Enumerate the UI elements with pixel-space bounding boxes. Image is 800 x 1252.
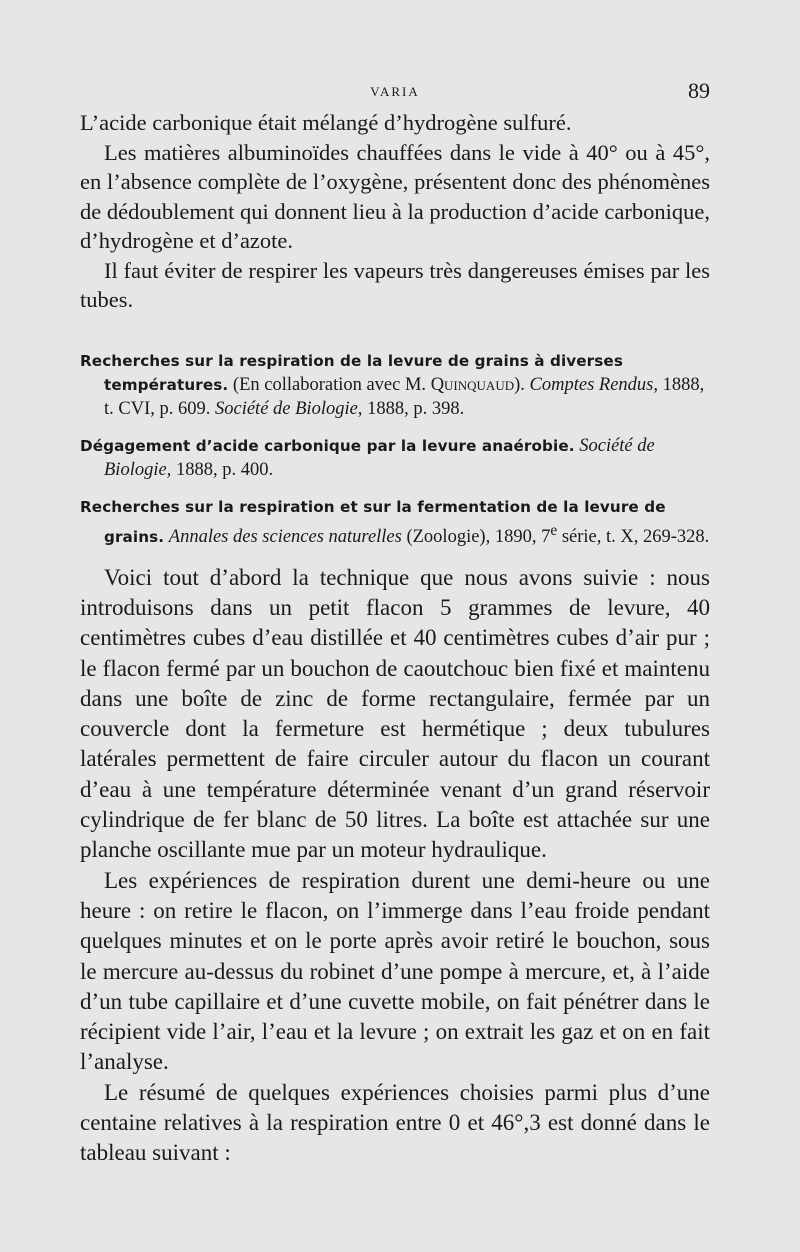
journal-name: Annales des sciences naturelles [168, 526, 402, 547]
intro-paragraph: Il faut éviter de respirer les vapeurs très dangereuses émises par les tubes. [80, 257, 710, 312]
bibliography-list [80, 349, 710, 549]
body-paragraph: Les expériences de respiration durent une demi-heure ou une heure : on retire le flacon, on l’immerge dans l’eau froide pendant quelques minutes et on le porte après avoir retiré le bouchon, sous le mercure au-dessus du robinet d’une pompe à mercure, et, à l’aide d’un tube capillaire et d’une cuvette mobile, on fait pénétrer dans le récipient vide l’air, l’eau et la levure ; on extrait les gaz et on en fait l’analyse. [80, 867, 710, 1075]
page [80, 78, 710, 1169]
entry-text: 1888, t. CVI, p. 609. [104, 374, 705, 419]
page-number: 89 [688, 78, 710, 103]
superscript: e [550, 521, 558, 539]
bibliography-entry [80, 495, 710, 549]
body-paragraph: Le résumé de quelques expériences choisies parmi plus d’une centaine relatives à la respiration entre 0 et 46°,3 est donné dans le tableau suivant : [80, 1079, 710, 1166]
collaborator-name: Quinquaud [430, 374, 515, 395]
body-paragraph: Voici tout d’abord la technique que nous avons suivie : nous introduisons dans un petit flacon 5 grammes de levure, 40 centimètres cubes d’eau distillée et 40 centimètres cubes d’air pur ; le flacon fermé par un bouchon de caoutchouc bien fixé et maintenu dans une boîte de zinc de forme rectangulaire, fermée par un couvercle dont la fermeture est hermétique ; deux tubulures latérales permettent de faire circuler autour du flacon un courant d’eau à une température déterminée venant d’un grand réservoir cylindrique de fer blanc de 50 litres. La boîte est attachée sur une planche oscillante mue par un moteur hydraulique. [80, 564, 710, 863]
entry-text: (En collaboration avec M. [228, 374, 431, 395]
journal-name: Société de Biologie, [104, 435, 655, 480]
journal-name: Comptes Rendus, [529, 374, 658, 395]
bibliography-entry [80, 349, 710, 421]
journal-name: Société de Biologie, [215, 398, 363, 419]
running-title: VARIA [370, 84, 420, 99]
body-section [80, 563, 710, 1169]
bibliography-entry [80, 434, 710, 482]
intro-paragraph: Les matières albuminoïdes chauffées dans le vide à 40° ou à 45°, en l’absence complète de l’oxygène, présentent donc des phénomènes de dédoublement qui donnent lieu à la production d’acide carbonique, d’hydrogène et d’azote. [80, 139, 710, 253]
entry-text: 1888, p. 398. [362, 398, 465, 419]
entry-text: ). [514, 374, 530, 395]
entry-title: Recherches sur la respiration et sur la fermentation de la levure de grains. [80, 497, 666, 546]
entry-text: (Zoologie), 1890, 7 [401, 526, 551, 547]
entry-text: série, t. X, 269-328. [557, 526, 710, 547]
intro-paragraph: L’acide carbonique était mélangé d’hydrogène sulfuré. [80, 110, 572, 135]
intro-section [80, 108, 710, 315]
running-head [80, 78, 710, 108]
entry-title: Recherches sur la respiration de la levure de grains à diverses températures. [80, 351, 623, 394]
entry-title: Dégagement d’acide carbonique par la levure anaérobie. [80, 436, 575, 455]
entry-text: 1888, p. 400. [171, 459, 274, 480]
